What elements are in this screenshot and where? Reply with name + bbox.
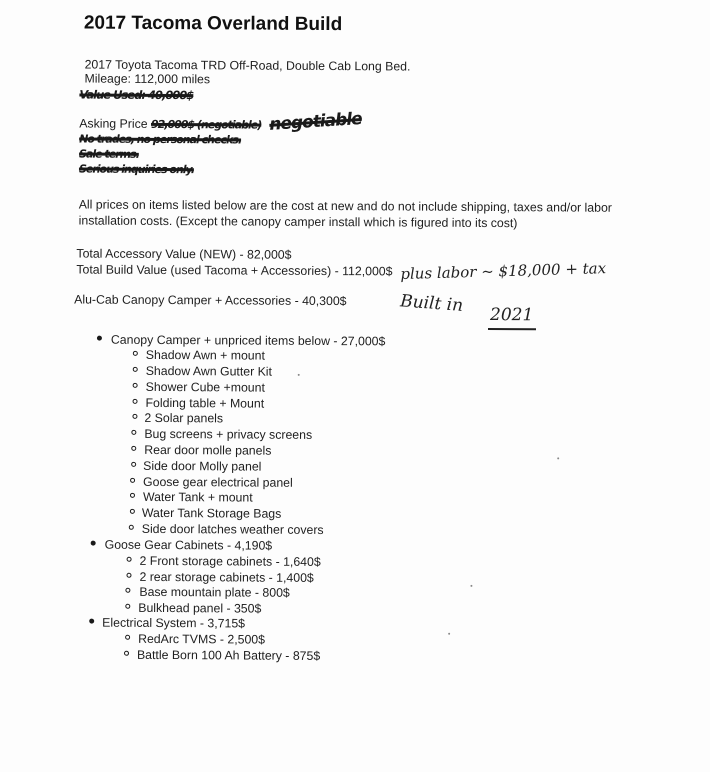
page-title: 2017 Tacoma Overland Build	[83, 12, 343, 36]
list-item: Bug screens + privacy screens	[144, 426, 313, 442]
bullet-circle	[127, 557, 132, 562]
list-item: Shower Cube +mount	[145, 379, 265, 395]
bullet-circle	[125, 604, 130, 609]
bullet-circle	[133, 383, 138, 388]
list-item: 2 rear storage cabinets - 1,400$	[139, 569, 314, 585]
total-build-value: Total Build Value (used Tacoma + Accessories) - 112,000$	[76, 262, 393, 279]
bullet-circle	[132, 414, 137, 419]
list-item: Rear door molle panels	[144, 442, 272, 458]
scan-speck	[557, 457, 559, 459]
asking-price-struck: 92,000$ (negotiable)	[150, 117, 262, 132]
bullet-circle	[126, 573, 131, 578]
bullet-disc	[89, 619, 94, 624]
handwritten-built-in: Built in	[399, 291, 464, 317]
bullet-circle	[130, 478, 135, 483]
total-accessory-value: Total Accessory Value (NEW) - 82,000$	[76, 246, 292, 262]
section-electrical: Electrical System - 3,715$	[102, 615, 246, 631]
scan-speck	[298, 374, 300, 376]
section-canopy-camper: Canopy Camper + unpriced items below - 27,000$	[110, 332, 386, 349]
value-used-struck: Value Used: 40,000$	[79, 87, 194, 103]
scan-speck	[470, 585, 472, 587]
bullet-circle	[131, 462, 136, 467]
list-item: Folding table + Mount	[145, 395, 265, 411]
handwritten-year: 2021	[490, 304, 534, 326]
bullet-circle	[133, 367, 138, 372]
list-item: Water Tank + mount	[142, 489, 253, 505]
asking-price-handwriting: negotiable	[268, 109, 363, 135]
bullet-circle	[129, 525, 134, 530]
list-item: Shadow Awn + mount	[145, 347, 265, 363]
struck-line-1: No trades, no personal checks.	[79, 132, 242, 147]
bullet-circle	[125, 588, 130, 593]
list-item: Shadow Awn Gutter Kit	[145, 363, 273, 379]
list-item: Side door latches weather covers	[141, 521, 324, 537]
struck-line-2: Sale terms.	[79, 147, 139, 161]
list-item: Bulkhead panel - 350$	[138, 600, 262, 616]
disclaimer-line-2: installation costs. (Except the canopy camper install which is figured into its cost)	[78, 213, 518, 231]
bullet-circle	[131, 446, 136, 451]
bullet-circle	[125, 635, 130, 640]
bullet-circle	[133, 399, 138, 404]
bullet-circle	[133, 351, 138, 356]
scan-speck	[448, 633, 450, 635]
list-item: Battle Born 100 Ah Battery - 875$	[136, 647, 321, 663]
list-item: Goose gear electrical panel	[143, 474, 293, 490]
disclaimer-line-1: All prices on items listed below are the cost at new and do not include shipping, taxes and/or labor	[78, 197, 612, 215]
list-item: Water Tank Storage Bags	[141, 505, 282, 521]
list-item: Side door Molly panel	[143, 458, 262, 474]
list-item: RedArc TVMS - 2,500$	[138, 631, 266, 647]
mileage: Mileage: 112,000 miles	[84, 71, 211, 87]
canopy-camper-total: Alu-Cab Canopy Camper + Accessories - 40,300$	[74, 292, 347, 309]
bullet-circle	[130, 509, 135, 514]
asking-price-label: Asking Price	[79, 116, 148, 131]
bullet-disc	[91, 541, 96, 546]
bullet-circle	[130, 493, 135, 498]
list-item: Base mountain plate - 800$	[139, 584, 290, 600]
list-item: 2 Front storage cabinets - 1,640$	[139, 553, 321, 569]
handwritten-underline	[488, 328, 536, 330]
bullet-disc	[97, 336, 102, 341]
vehicle-description: 2017 Toyota Tacoma TRD Off-Road, Double Cab Long Bed.	[84, 57, 411, 74]
bullet-circle	[131, 430, 136, 435]
bullet-circle	[124, 651, 129, 656]
section-goose-gear: Goose Gear Cabinets - 4,190$	[104, 537, 273, 553]
list-item: 2 Solar panels	[144, 410, 224, 426]
struck-line-3: Serious inquiries only.	[78, 162, 194, 177]
handwritten-labor-note: plus labor ~ $18,000 + tax	[400, 259, 607, 284]
